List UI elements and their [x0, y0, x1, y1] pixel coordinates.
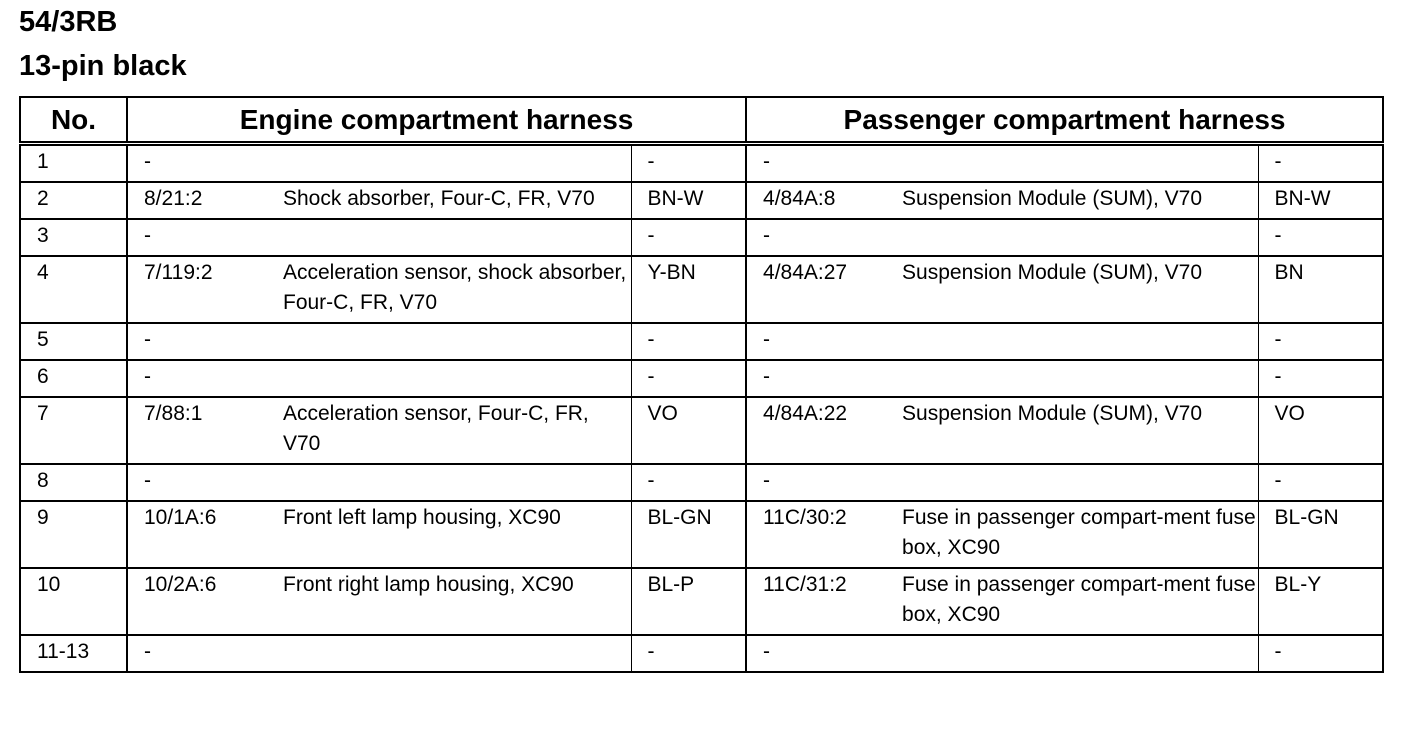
passenger-connector-code: -: [746, 144, 886, 183]
engine-component-description: [267, 360, 631, 397]
passenger-wire-color: BL-Y: [1258, 568, 1383, 635]
pin-number: 6: [20, 360, 127, 397]
engine-wire-color: -: [631, 144, 746, 183]
passenger-component-description: Suspension Module (SUM), V70: [886, 397, 1258, 464]
header-passenger-harness: Passenger compartment harness: [746, 97, 1383, 144]
passenger-wire-color: -: [1258, 219, 1383, 256]
table-row: [20, 397, 1383, 464]
passenger-connector-code: -: [746, 323, 886, 360]
passenger-wire-color: -: [1258, 360, 1383, 397]
engine-wire-color: -: [631, 635, 746, 672]
pin-number: 11-13: [20, 635, 127, 672]
table-row: [20, 635, 1383, 672]
engine-connector-code: 10/1A:6: [127, 501, 267, 568]
engine-connector-code: -: [127, 144, 267, 183]
engine-wire-color: -: [631, 360, 746, 397]
passenger-component-description: [886, 635, 1258, 672]
engine-connector-code: -: [127, 219, 267, 256]
table-header-row: [20, 97, 1383, 144]
table-row: [20, 464, 1383, 501]
engine-wire-color: -: [631, 464, 746, 501]
pin-number: 7: [20, 397, 127, 464]
passenger-connector-code: 4/84A:27: [746, 256, 886, 323]
engine-component-description: [267, 635, 631, 672]
passenger-component-description: [886, 219, 1258, 256]
table-row: [20, 219, 1383, 256]
engine-component-description: Acceleration sensor, Four-C, FR, V70: [267, 397, 631, 464]
passenger-wire-color: -: [1258, 464, 1383, 501]
passenger-wire-color: -: [1258, 323, 1383, 360]
passenger-connector-code: -: [746, 219, 886, 256]
passenger-connector-code: 11C/31:2: [746, 568, 886, 635]
engine-wire-color: BL-GN: [631, 501, 746, 568]
pin-number: 2: [20, 182, 127, 219]
engine-component-description: [267, 464, 631, 501]
passenger-connector-code: -: [746, 635, 886, 672]
engine-wire-color: -: [631, 219, 746, 256]
pin-number: 9: [20, 501, 127, 568]
engine-wire-color: BN-W: [631, 182, 746, 219]
pin-number: 5: [20, 323, 127, 360]
pin-assignment-table: [19, 96, 1384, 673]
passenger-component-description: [886, 144, 1258, 183]
connector-description: 13-pin black: [19, 50, 187, 82]
pin-number: 3: [20, 219, 127, 256]
engine-component-description: Acceleration sensor, shock absorber, Four-C, FR, V70: [267, 256, 631, 323]
table-row: [20, 360, 1383, 397]
engine-wire-color: BL-P: [631, 568, 746, 635]
passenger-wire-color: -: [1258, 144, 1383, 183]
engine-wire-color: VO: [631, 397, 746, 464]
passenger-component-description: [886, 323, 1258, 360]
engine-component-description: [267, 323, 631, 360]
connector-id: 54/3RB: [19, 6, 118, 38]
passenger-connector-code: 11C/30:2: [746, 501, 886, 568]
header-engine-harness: Engine compartment harness: [127, 97, 746, 144]
engine-component-description: Shock absorber, Four-C, FR, V70: [267, 182, 631, 219]
engine-connector-code: -: [127, 464, 267, 501]
passenger-connector-code: 4/84A:22: [746, 397, 886, 464]
engine-connector-code: 8/21:2: [127, 182, 267, 219]
passenger-component-description: [886, 464, 1258, 501]
passenger-component-description: Suspension Module (SUM), V70: [886, 182, 1258, 219]
header-no: No.: [20, 97, 127, 144]
engine-connector-code: -: [127, 635, 267, 672]
passenger-wire-color: BL-GN: [1258, 501, 1383, 568]
table-row: [20, 256, 1383, 323]
engine-connector-code: 7/119:2: [127, 256, 267, 323]
passenger-wire-color: BN-W: [1258, 182, 1383, 219]
engine-connector-code: -: [127, 323, 267, 360]
table-body: [20, 144, 1383, 673]
passenger-component-description: Fuse in passenger compart-ment fuse box, XC90: [886, 501, 1258, 568]
table-row: [20, 501, 1383, 568]
engine-connector-code: 7/88:1: [127, 397, 267, 464]
passenger-connector-code: -: [746, 360, 886, 397]
passenger-wire-color: -: [1258, 635, 1383, 672]
engine-connector-code: 10/2A:6: [127, 568, 267, 635]
passenger-wire-color: VO: [1258, 397, 1383, 464]
passenger-component-description: [886, 360, 1258, 397]
passenger-connector-code: -: [746, 464, 886, 501]
passenger-component-description: Fuse in passenger compart-ment fuse box, XC90: [886, 568, 1258, 635]
engine-component-description: [267, 219, 631, 256]
engine-connector-code: -: [127, 360, 267, 397]
engine-wire-color: Y-BN: [631, 256, 746, 323]
passenger-wire-color: BN: [1258, 256, 1383, 323]
table-row: [20, 323, 1383, 360]
engine-wire-color: -: [631, 323, 746, 360]
table-row: [20, 144, 1383, 183]
pin-number: 10: [20, 568, 127, 635]
passenger-component-description: Suspension Module (SUM), V70: [886, 256, 1258, 323]
passenger-connector-code: 4/84A:8: [746, 182, 886, 219]
pin-number: 4: [20, 256, 127, 323]
pin-number: 8: [20, 464, 127, 501]
pin-number: 1: [20, 144, 127, 183]
engine-component-description: Front right lamp housing, XC90: [267, 568, 631, 635]
table-row: [20, 568, 1383, 635]
engine-component-description: [267, 144, 631, 183]
engine-component-description: Front left lamp housing, XC90: [267, 501, 631, 568]
table-row: [20, 182, 1383, 219]
